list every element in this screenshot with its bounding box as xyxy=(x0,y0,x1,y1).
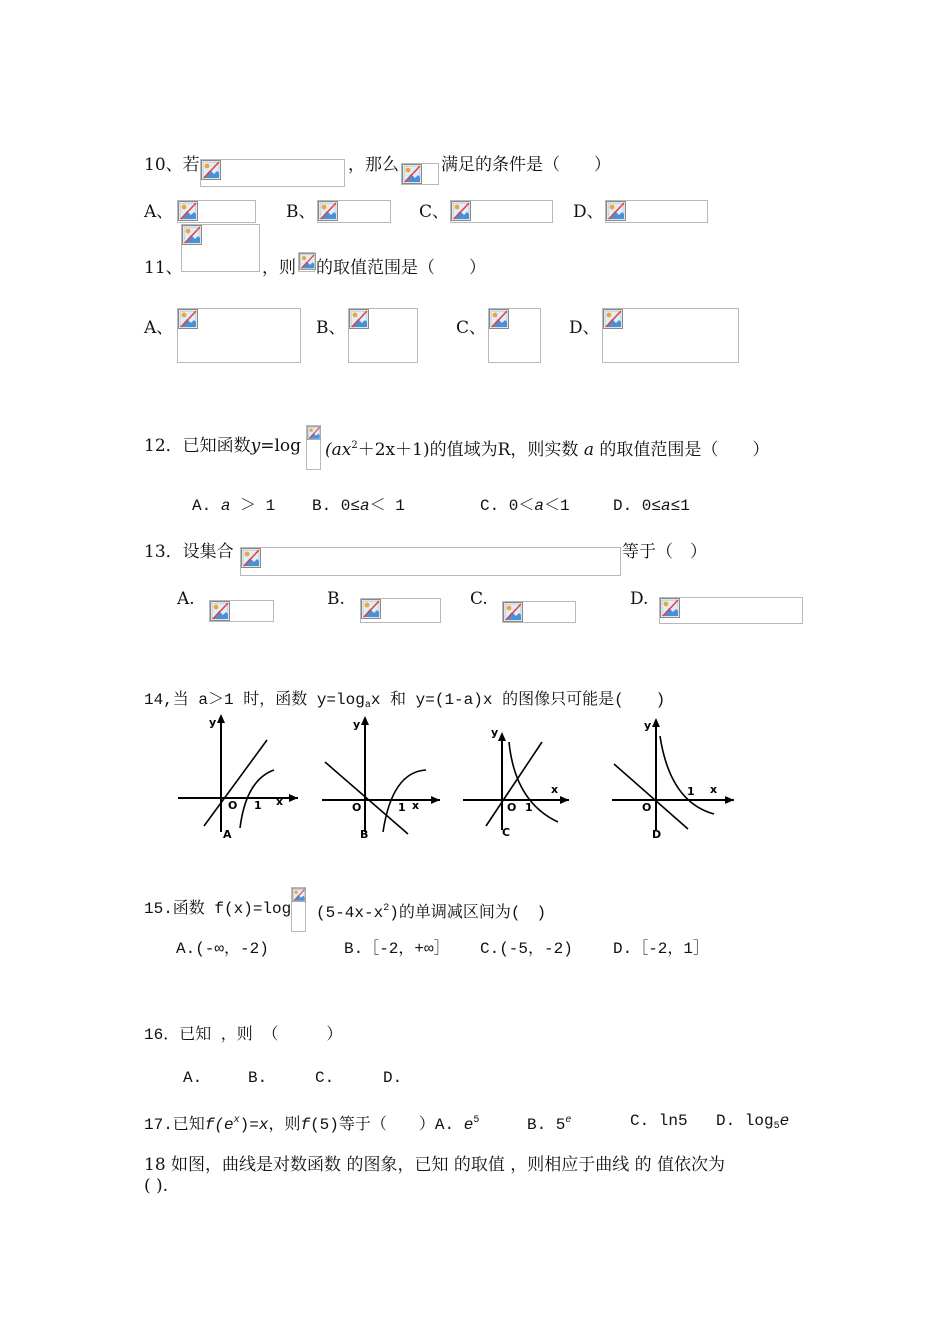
q17-stem: 17.已知$f(e^x)=x$，则f(5)等于（ ）A. $e^5$ xyxy=(144,1115,480,1134)
x-label: x xyxy=(551,783,559,796)
broken-image-icon xyxy=(201,160,221,180)
q12-option-c: C. 0＜a＜1 xyxy=(480,497,570,515)
q15-option-a: A.(-∞，-2) xyxy=(176,940,269,958)
broken-image-icon xyxy=(178,201,198,221)
q12-option-b: B. 0≤a＜ 1 xyxy=(312,497,405,515)
formula-image xyxy=(450,200,553,223)
line-curve xyxy=(204,740,267,826)
q12-stem-rest xyxy=(325,435,769,461)
q15-option-c: C.(-5，-2) xyxy=(480,940,573,958)
y-label: y xyxy=(491,726,499,739)
q15-stem: 15.函数 f(x)=log xyxy=(144,900,292,918)
q18-line-2: ( ). xyxy=(144,1176,169,1196)
one-label: 1 xyxy=(687,785,695,798)
y-axis-arrow xyxy=(361,716,369,725)
formula-image xyxy=(360,598,441,623)
graph-caption: B xyxy=(360,828,369,841)
log-curve xyxy=(660,736,714,814)
one-label: 1 xyxy=(525,801,533,814)
q12-option-a: A. a ＞ 1 xyxy=(192,497,276,515)
broken-image-icon xyxy=(349,309,369,329)
origin-label: O xyxy=(352,801,362,814)
q11-option-a: A、 xyxy=(144,318,174,338)
q12-range-text: 的值域为R，则实数 xyxy=(429,440,579,460)
q12-intro: 12．已知函数 xyxy=(144,436,251,456)
q16-option-c: C. xyxy=(315,1069,335,1087)
q10-option-d: D、 xyxy=(573,202,604,222)
origin-label: O xyxy=(228,799,238,812)
q11-number: 11、 xyxy=(144,258,183,278)
graph-caption: D xyxy=(652,828,662,841)
q18-line-1: 18 如图，曲线是对数函数 的图象，已知 的取值 ，则相应于曲线 的 值依次为 xyxy=(144,1155,726,1175)
graph-a xyxy=(176,712,300,842)
q13-option-a: A. xyxy=(177,589,195,609)
formula-image xyxy=(488,308,541,363)
broken-image-icon xyxy=(299,253,316,270)
q17-option-b: B. 5e xyxy=(527,1115,572,1134)
line-curve xyxy=(614,764,688,829)
q14-stem: 14,当 a＞1 时，函数 $y=\log_ax$ 和 y=(1-a)x 的图像只可能是( ) xyxy=(144,691,666,711)
graph-c xyxy=(461,712,585,842)
x-axis-arrow xyxy=(431,796,440,804)
y-axis-arrow xyxy=(217,714,225,723)
q10-option-a: A、 xyxy=(144,202,174,222)
q11-question-text: 的取值范围是（ ） xyxy=(316,258,486,278)
line-curve xyxy=(325,762,408,834)
q16-option-d: D. xyxy=(383,1069,403,1087)
q11-connector: ，则 xyxy=(262,258,296,278)
formula-image xyxy=(502,601,576,623)
q13-option-b: B. xyxy=(327,589,345,609)
q11-option-c: C、 xyxy=(456,318,487,338)
formula-image xyxy=(317,200,391,223)
x-label: x xyxy=(276,795,284,808)
broken-image-icon xyxy=(361,599,381,619)
q12-question-text: 的取值范围是（ ） xyxy=(599,440,770,460)
formula-image xyxy=(177,200,256,223)
broken-image-icon xyxy=(503,602,523,622)
broken-image-icon xyxy=(402,164,422,184)
y-label: y xyxy=(209,716,217,729)
formula-image xyxy=(177,308,301,363)
formula-image xyxy=(401,163,439,185)
formula-image xyxy=(181,224,260,272)
graph-d xyxy=(610,712,738,842)
q13-stem: 13．设集合 xyxy=(144,542,234,562)
one-label: 1 xyxy=(254,799,262,812)
broken-image-icon xyxy=(660,598,680,618)
expr-rest: ＋2x＋1) xyxy=(357,440,430,460)
formula-image xyxy=(602,308,739,363)
broken-image-icon xyxy=(292,888,306,902)
formula-image xyxy=(200,159,345,187)
q16-stem: 16．已知 ，则 （ ） xyxy=(144,1026,343,1044)
q10-question-text: 满足的条件是（ ） xyxy=(441,155,611,175)
graph-caption: A xyxy=(223,828,232,841)
q16-option-b: B. xyxy=(248,1069,268,1087)
y-axis-arrow xyxy=(498,732,506,741)
broken-image-icon xyxy=(210,601,230,621)
x-axis-arrow xyxy=(560,796,569,804)
y-axis-arrow xyxy=(652,718,660,727)
x-label: x xyxy=(412,799,420,812)
q15-stem-rest: $(5-4x-x^2)$的单调减区间为( ) xyxy=(316,903,547,922)
var-y: y xyxy=(250,436,261,456)
q10-number: 10、若 xyxy=(144,155,200,175)
x-axis-arrow xyxy=(289,794,298,802)
expr-ax: (ax xyxy=(325,440,352,460)
x-axis-arrow xyxy=(725,796,734,804)
log-text: =log xyxy=(260,436,302,456)
formula-image xyxy=(240,547,621,576)
q15-option-b: B.［-2，+∞］ xyxy=(344,940,450,958)
q13-option-c: C. xyxy=(470,589,488,609)
broken-image-icon xyxy=(241,548,261,568)
q13-question-text: 等于（ ） xyxy=(622,542,707,562)
formula-image xyxy=(209,600,274,622)
q13-option-d: D. xyxy=(630,589,649,609)
broken-image-icon xyxy=(603,309,623,329)
graph-caption: C xyxy=(502,826,511,839)
q16-option-a: A. xyxy=(183,1069,203,1087)
broken-image-icon xyxy=(606,201,626,221)
q17-option-d: D. $\log_5e$ xyxy=(716,1112,790,1132)
origin-label: O xyxy=(507,801,517,814)
q11-option-b: B、 xyxy=(316,318,346,338)
broken-image-icon xyxy=(451,201,471,221)
formula-image xyxy=(306,425,321,470)
formula-image xyxy=(348,308,418,363)
q11-option-d: D、 xyxy=(569,318,600,338)
q12-stem xyxy=(144,435,301,457)
formula-image xyxy=(659,597,803,624)
q10-option-c: C、 xyxy=(419,202,450,222)
y-label: y xyxy=(644,719,652,732)
q10-connector: ，那么 xyxy=(348,155,399,175)
broken-image-icon xyxy=(307,426,321,440)
formula-image xyxy=(298,252,315,272)
broken-image-icon xyxy=(178,309,198,329)
origin-label: O xyxy=(642,801,652,814)
graph-b xyxy=(320,712,444,842)
broken-image-icon xyxy=(489,309,509,329)
formula-image xyxy=(291,887,306,932)
q10-option-b: B、 xyxy=(286,202,316,222)
broken-image-icon xyxy=(318,201,338,221)
q17-option-c: C. ln5 xyxy=(630,1112,688,1130)
q15-option-d: D.［-2，1］ xyxy=(613,940,710,958)
superscript-2: 2 xyxy=(351,440,358,451)
q12-option-d: D. 0≤a≤1 xyxy=(613,497,690,515)
broken-image-icon xyxy=(182,225,202,245)
x-label: x xyxy=(710,783,718,796)
var-a: a xyxy=(583,440,594,460)
one-label: 1 xyxy=(398,801,406,814)
formula-image xyxy=(605,200,708,223)
y-label: y xyxy=(353,718,361,731)
